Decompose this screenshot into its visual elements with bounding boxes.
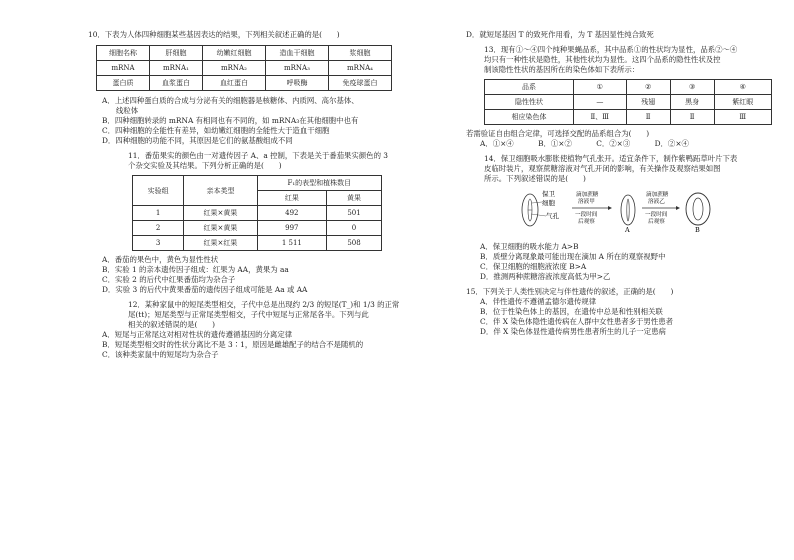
q12-option-b: B．短尾类型相交时的性状分离比不是 3∶1，原因是雌雄配子的结合不是随机的 <box>102 340 364 349</box>
q11-stem-1: 11．番茄果实的颜色由一对遗传因子 A、a 控制，下表是关于番茄果实颜色的 3 <box>128 151 389 160</box>
q13-option-d: D．②×④ <box>654 139 689 148</box>
stoma-label: 气孔 <box>546 212 559 220</box>
q12-stem-2: 尾(tt)；短尾类型与正常尾类型相交，子代中短尾与正常尾各半。下列与此 <box>128 310 369 319</box>
table-header-cell: 浆细胞 <box>328 46 391 61</box>
q15-stem: 15．下列关于人类性别决定与伴性遗传的叙述，正确的是( ) <box>466 287 674 296</box>
q13-option-c: C．②×③ <box>596 139 631 148</box>
guard-cell-a <box>621 195 635 225</box>
q10-option-d: D．四种细胞的功能不同，其原因是它们的氨基酸组成不同 <box>102 136 293 145</box>
step2-text-3: 一段时间 <box>645 212 668 218</box>
q13-table <box>484 79 772 125</box>
table-cell: mRNA <box>97 61 150 76</box>
label-a: A <box>625 226 630 234</box>
table-cell: mRNA₄ <box>328 61 391 76</box>
q10-table <box>96 45 392 91</box>
table-cell: 隐性性状 <box>485 95 574 110</box>
q13-option-b: B．①×② <box>538 139 572 148</box>
arrow-right-icon <box>608 206 612 210</box>
q14-option-a: A．保卫细胞的吸水能力 A>B <box>480 242 579 251</box>
table-cell: Ⅲ <box>714 110 771 125</box>
table-row <box>133 221 382 236</box>
table-row <box>485 110 772 125</box>
table-header-cell: ① <box>574 80 627 95</box>
arrow-right-icon <box>676 206 680 210</box>
table-header-cell: 亲本类型 <box>184 176 257 206</box>
q13-after-text: 若需验证自由组合定律，可选择交配的品系组合为( ) <box>466 129 650 138</box>
step1-text-4: 后观察 <box>578 219 595 225</box>
table-cell: 免疫球蛋白 <box>328 76 391 91</box>
q15-option-d: D．伴 X 染色体显性遗传病男性患者所生的儿子一定患病 <box>480 327 666 336</box>
table-cell: 相应染色体 <box>485 110 574 125</box>
table-cell: Ⅱ <box>626 110 670 125</box>
table-cell: mRNA₁ <box>149 61 202 76</box>
step2-text-4: 后观察 <box>648 219 665 225</box>
q12-stem-1: 12．某种家鼠中的短尾类型相交，子代中总是出现约 2/3 的短尾(T_)和 1/3 的正常 <box>128 300 400 309</box>
table-row <box>485 80 772 95</box>
table-cell: 血浆蛋白 <box>149 76 202 91</box>
step1-text-1: 滴加蔗糖 <box>576 192 599 198</box>
q15-option-c: C．伴 X 染色体隐性遗传病在人群中女性患者多于男性患者 <box>480 317 673 326</box>
table-cell: 血红蛋白 <box>202 76 265 91</box>
table-cell: 紫红眼 <box>714 95 771 110</box>
table-header-cell: F₁的表型和植株数目 <box>257 176 381 191</box>
table-row <box>133 206 382 221</box>
q14-option-b: B．质壁分离现象最可能出现在滴加 A 所在的观察视野中 <box>480 252 666 261</box>
q10-option-a: A．上述四种蛋白质的合成与分泌有关的细胞器是核糖体、内质网、高尔基体、 <box>102 96 359 105</box>
table-cell: 501 <box>327 206 382 221</box>
q13-stem-1: 13．现有①～④四个纯种果蝇品系，其中品系①的性状均为显性，品系②～④ <box>484 45 738 54</box>
step1-text-2: 溶液甲 <box>578 199 595 205</box>
guard-cell-b <box>686 193 710 225</box>
q10-option-b: B．四种细胞转录的 mRNA 有相同也有不同的，如 mRNA₃在其他细胞中也有 <box>102 116 359 125</box>
table-row <box>97 76 392 91</box>
table-header-cell: 细胞名称 <box>97 46 150 61</box>
q11-table <box>132 175 382 251</box>
table-cell: Ⅱ <box>670 110 714 125</box>
right-column <box>466 30 778 337</box>
q15-option-b: B．位于性染色体上的基因，在遗传中总是和性别相关联 <box>480 307 663 316</box>
left-column <box>88 30 400 360</box>
step2-text-1: 滴加蔗糖 <box>646 192 669 198</box>
table-header-cell: ④ <box>714 80 771 95</box>
table-cell: 3 <box>133 236 184 251</box>
table-row <box>133 236 382 251</box>
table-cell: 492 <box>257 206 326 221</box>
table-row <box>97 46 392 61</box>
table-cell: 0 <box>327 221 382 236</box>
stomata-diagram <box>518 188 758 234</box>
q12-option-c: C．该种类家鼠中的短尾均为杂合子 <box>102 350 219 359</box>
table-cell: 呼吸酶 <box>265 76 328 91</box>
table-cell: Ⅱ、Ⅲ <box>574 110 627 125</box>
table-row <box>97 61 392 76</box>
table-cell: 残翅 <box>626 95 670 110</box>
q11-option-a: A．番茄的果色中，黄色为显性性状 <box>102 255 219 264</box>
q15-option-a: A．伴性遗传不遵循孟德尔遗传规律 <box>480 297 597 306</box>
guard-cell-label-1: 保卫 <box>542 190 555 198</box>
table-cell: 红果×黄果 <box>184 206 257 221</box>
q14-stem-1: 14．保卫细胞吸水膨胀使植物气孔张开。适宜条件下，制作紫鸭跖草叶片下表 <box>484 154 738 163</box>
table-cell: mRNA₂ <box>202 61 265 76</box>
table-header-cell: 黄果 <box>327 191 382 206</box>
table-cell: 黑身 <box>670 95 714 110</box>
table-cell: 997 <box>257 221 326 236</box>
table-header-cell: 造血干细胞 <box>265 46 328 61</box>
table-cell: 1 511 <box>257 236 326 251</box>
q14-stem-3: 所示。下列叙述错误的是( ) <box>484 174 586 183</box>
table-header-cell: 实验组 <box>133 176 184 206</box>
table-cell: — <box>574 95 627 110</box>
table-header-cell: ③ <box>670 80 714 95</box>
table-header-cell: 品系 <box>485 80 574 95</box>
q14-stem-2: 皮临时装片，观察蔗糖溶液对气孔开闭的影响，有关操作及观察结果如图 <box>484 164 721 173</box>
table-header-cell: 肝细胞 <box>149 46 202 61</box>
q12-stem-3: 相关的叙述错误的是( ) <box>128 320 216 329</box>
q13-options <box>466 139 778 149</box>
guard-cell-label-2: 细胞 <box>542 199 555 207</box>
q13-stem-3: 制该隐性性状的基因所在的染色体如下表所示： <box>484 65 640 74</box>
step1-text-3: 一段时间 <box>575 212 598 218</box>
q11-option-b: B．实验 1 的亲本遗传因子组成：红果为 AA，黄果为 aa <box>102 265 289 274</box>
table-cell: 1 <box>133 206 184 221</box>
q13-stem-2: 均只有一种性状是隐性，其他性状均为显性。这四个品系的隐性性状及控 <box>484 55 721 64</box>
q10-option-c: C．四种细胞的全能性有差异，如幼嫩红细胞的全能性大于造血干细胞 <box>102 126 330 135</box>
table-header-cell: 红果 <box>257 191 326 206</box>
table-cell: mRNA₃ <box>265 61 328 76</box>
table-header-cell: 幼嫩红细胞 <box>202 46 265 61</box>
q14-option-d: D．推测两种蔗糖溶液浓度高低为甲>乙 <box>480 272 611 281</box>
q11-option-d: D．实验 3 的后代中黄果番茄的遗传因子组成可能是 Aa 或 AA <box>102 285 308 294</box>
q10-stem: 10．下表为人体四种细胞某些基因表达的结果，下列相关叙述正确的是( ) <box>88 30 340 39</box>
step2-text-2: 溶液乙 <box>648 199 665 205</box>
table-cell: 红果×黄果 <box>184 221 257 236</box>
q13-option-a: A．①×④ <box>480 139 514 148</box>
q14-option-c: C．保卫细胞的细胞液浓度 B>A <box>480 262 587 271</box>
guard-cell-initial <box>522 194 538 226</box>
q10-option-a-cont: 线粒体 <box>116 106 139 115</box>
table-header-cell: ② <box>626 80 670 95</box>
table-row <box>133 176 382 191</box>
table-cell: 红果×红果 <box>184 236 257 251</box>
q11-option-c: C．实验 2 的后代中红果番茄均为杂合子 <box>102 275 236 284</box>
table-cell: 508 <box>327 236 382 251</box>
q12-option-a: A．短尾与正常尾这对相对性状的遗传遵循基因的分离定律 <box>102 330 293 339</box>
label-b: B <box>695 226 700 234</box>
q12-option-d: D．就短尾基因 T 的致死作用看，为 T 基因显性纯合致死 <box>466 30 654 39</box>
table-row <box>485 95 772 110</box>
table-cell: 蛋白质 <box>97 76 150 91</box>
table-cell: 2 <box>133 221 184 236</box>
q11-stem-2: 个杂交实验及其结果。下列分析正确的是( ) <box>128 161 282 170</box>
